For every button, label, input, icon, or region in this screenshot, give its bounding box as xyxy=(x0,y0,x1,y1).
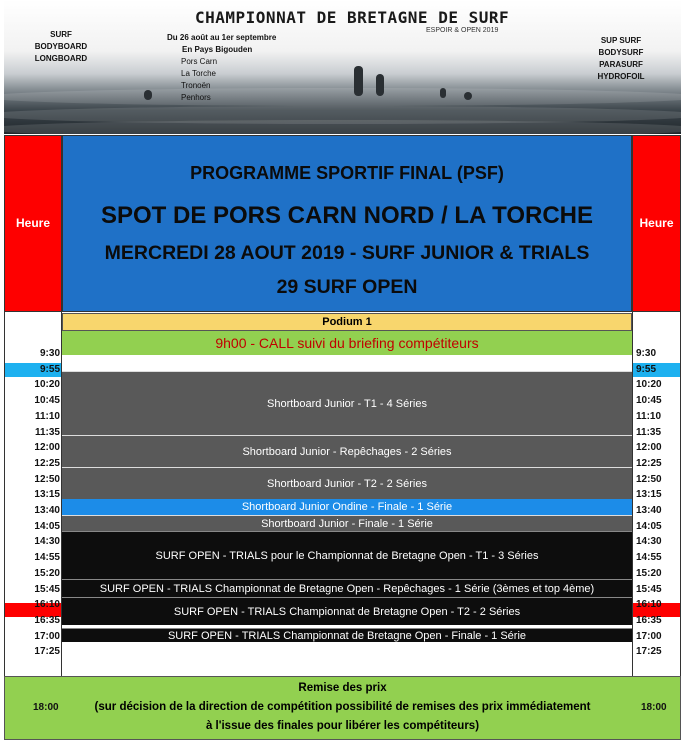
time-label: 13:40 xyxy=(34,505,60,516)
time-label: 17:00 xyxy=(636,630,662,642)
discipline-item: HYDROFOIL xyxy=(597,72,645,81)
schedule-row: SURF OPEN - TRIALS Championnat de Bretagne Open - T2 - 2 Séries xyxy=(62,597,632,625)
time-label: 13:15 xyxy=(636,489,662,501)
banner-dates: Du 26 août au 1er septembre xyxy=(167,33,277,42)
time-label: 16:35 xyxy=(636,614,662,626)
spot-item: Tronoën xyxy=(181,81,211,90)
schedule-row: SURF OPEN - TRIALS pour le Championnat de Bretagne Open - T1 - 3 Séries xyxy=(62,531,632,579)
surfer-silhouette-4 xyxy=(440,88,446,98)
time-label: 13:15 xyxy=(34,489,60,501)
schedule-row: Shortboard Junior - Repêchages - 2 Séries xyxy=(62,435,632,467)
time-label: 11:35 xyxy=(34,426,60,438)
time-label: 17:25 xyxy=(34,646,60,658)
time-label: 14:55 xyxy=(34,552,60,564)
time-label: 10:45 xyxy=(34,395,60,407)
discipline-item: SUP SURF xyxy=(600,36,642,45)
time-label: 17:25 xyxy=(636,646,662,658)
awards-note-1: (sur décision de la direction de compétition possibilité de remises des prix immédiatement xyxy=(94,701,591,713)
awards-time-left: 18:00 xyxy=(33,702,59,713)
spot-item: La Torche xyxy=(181,69,216,78)
time-label: 14:30 xyxy=(34,536,60,548)
awards-time-right: 18:00 xyxy=(641,702,667,713)
time-label: 16:10 xyxy=(636,599,662,611)
call-banner: 9h00 - CALL suivi du briefing compétiteurs xyxy=(62,331,632,355)
time-label: 9:30 xyxy=(39,348,60,359)
time-label: 10:45 xyxy=(636,395,662,407)
time-label: 12:50 xyxy=(34,473,60,485)
time-label: 16:35 xyxy=(34,614,60,626)
time-label: 9:55 xyxy=(636,363,657,375)
schedule-row: SURF OPEN - TRIALS Championnat de Bretagne Open - Finale - 1 Série xyxy=(62,628,632,642)
schedule-row: SURF OPEN - TRIALS Championnat de Bretagne Open - Repêchages - 1 Série (3èmes et top 4ème) xyxy=(62,579,632,597)
program-header xyxy=(62,135,632,312)
time-label: 12:00 xyxy=(34,442,60,454)
heure-header-right xyxy=(632,135,681,312)
spot-item: Pors Carn xyxy=(181,57,218,66)
time-label: 15:45 xyxy=(636,583,662,595)
time-label: 12:25 xyxy=(34,457,60,469)
discipline-item: BODYBOARD xyxy=(34,42,88,51)
banner-region: En Pays Bigouden xyxy=(182,45,253,54)
time-label: 14:30 xyxy=(636,536,662,548)
awards-footer xyxy=(4,676,681,740)
time-label: 11:10 xyxy=(636,410,662,422)
time-label: 12:25 xyxy=(636,457,662,469)
time-label: 15:20 xyxy=(636,567,662,579)
discipline-item: BODYSURF xyxy=(598,48,644,57)
heure-label-right: Heure xyxy=(639,216,674,230)
date-title: MERCREDI 28 AOUT 2019 - SURF JUNIOR & TRIALS xyxy=(104,242,590,264)
surfer-silhouette-1 xyxy=(354,66,363,96)
time-label: 14:05 xyxy=(34,520,60,532)
heure-label-left: Heure xyxy=(15,216,50,230)
discipline-item: LONGBOARD xyxy=(34,54,88,63)
surfer-silhouette-5 xyxy=(464,92,472,100)
time-label: 17:00 xyxy=(34,630,60,642)
time-label: 9:30 xyxy=(636,348,657,359)
time-label: 11:35 xyxy=(636,426,662,438)
time-label: 16:10 xyxy=(34,599,60,611)
awards-note-2: à l'issue des finales pour libérer les compétiteurs) xyxy=(205,720,480,732)
right-disciplines xyxy=(588,35,654,83)
time-label: 10:20 xyxy=(636,379,662,391)
spot-title: SPOT DE PORS CARN NORD / LA TORCHE xyxy=(100,202,594,229)
spot-item: Penhors xyxy=(181,93,211,102)
time-label: 12:50 xyxy=(636,473,662,485)
time-label: 12:00 xyxy=(636,442,662,454)
banner-subtitle: ESPOIR & OPEN 2019 xyxy=(426,27,499,34)
surfer-silhouette-3 xyxy=(144,90,152,100)
schedule-row: Shortboard Junior - T1 - 4 Séries xyxy=(62,371,632,435)
time-label: 13:40 xyxy=(636,505,662,516)
time-label: 14:05 xyxy=(636,520,662,532)
awards-title: Remise des prix xyxy=(298,682,387,694)
heure-header-left xyxy=(4,135,62,312)
time-label: 15:45 xyxy=(34,583,60,595)
schedule-row: Shortboard Junior Ondine - Finale - 1 Série xyxy=(62,499,632,515)
program-title: PROGRAMME SPORTIF FINAL (PSF) xyxy=(190,163,504,183)
time-label: 14:55 xyxy=(636,552,662,564)
podium-label: Podium 1 xyxy=(62,313,632,331)
banner-title: CHAMPIONNAT DE BRETAGNE DE SURF xyxy=(195,8,510,27)
time-label: 15:20 xyxy=(34,567,60,579)
schedule-row: Shortboard Junior - Finale - 1 Série xyxy=(62,515,632,531)
subtitle-open: 29 SURF OPEN xyxy=(276,276,418,298)
time-label: 11:10 xyxy=(34,410,60,422)
surfer-silhouette-2 xyxy=(376,74,384,96)
left-disciplines xyxy=(30,29,92,65)
banner-spots xyxy=(181,56,217,104)
discipline-item: SURF xyxy=(50,30,72,39)
discipline-item: PARASURF xyxy=(599,60,643,69)
time-label: 9:55 xyxy=(39,363,60,375)
time-label: 10:20 xyxy=(34,379,60,391)
schedule-row: Shortboard Junior - T2 - 2 Séries xyxy=(62,467,632,499)
